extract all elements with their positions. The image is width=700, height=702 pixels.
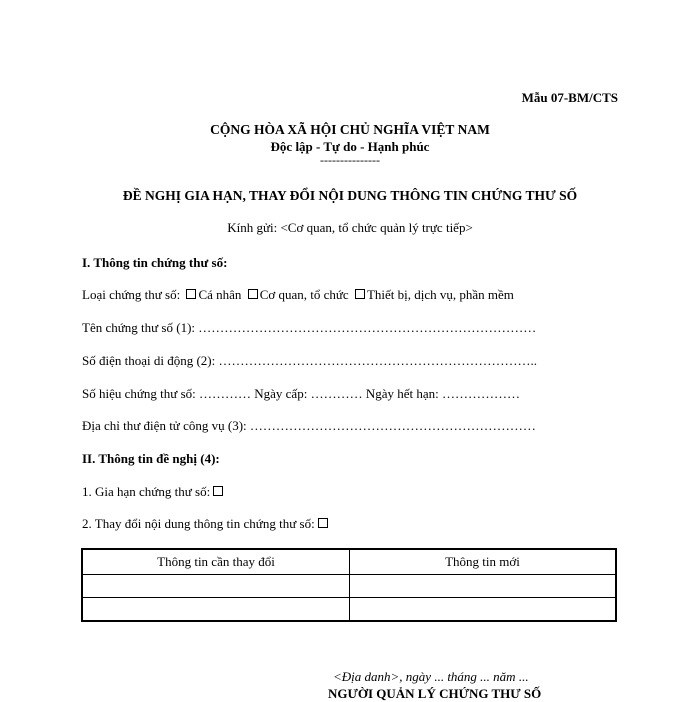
change-table bbox=[81, 548, 617, 622]
checkbox-change[interactable] bbox=[318, 518, 328, 528]
checkbox-renewal[interactable] bbox=[213, 486, 223, 496]
checkbox-individual[interactable] bbox=[186, 289, 196, 299]
header-new-info: Thông tin mới bbox=[350, 549, 617, 575]
renewal-line bbox=[82, 484, 622, 500]
table-cell[interactable] bbox=[350, 598, 617, 622]
header-info-to-change: Thông tin cần thay đổi bbox=[82, 549, 350, 575]
nation-heading: CỘNG HÒA XÃ HỘI CHỦ NGHĨA VIỆT NAM bbox=[210, 122, 490, 137]
separator: --------------- bbox=[320, 153, 380, 167]
table-cell[interactable] bbox=[82, 598, 350, 622]
serial-line[interactable]: Số hiệu chứng thư số: ………… Ngày cấp: ………… Ngày hết hạn: ……………… bbox=[82, 386, 520, 401]
section2-heading: II. Thông tin đề nghị (4): bbox=[82, 451, 220, 466]
document-title: ĐỀ NGHỊ GIA HẠN, THAY ĐỔI NỘI DUNG THÔNG TIN CHỨNG THƯ SỐ bbox=[122, 188, 578, 203]
email-line[interactable]: Địa chỉ thư điện tử công vụ (3): ………………………………………………………… bbox=[82, 418, 536, 433]
certificate-type-label: Loại chứng thư số: bbox=[82, 287, 181, 302]
table-row bbox=[82, 598, 616, 622]
option-individual: Cá nhân bbox=[198, 287, 242, 302]
table-cell[interactable] bbox=[82, 575, 350, 598]
recipient: Kính gửi: <Cơ quan, tổ chức quản lý trực tiếp> bbox=[227, 220, 473, 235]
section1-heading: I. Thông tin chứng thư số: bbox=[82, 255, 228, 270]
table-cell[interactable] bbox=[350, 575, 617, 598]
phone-line[interactable]: Số điện thoại di động (2): ……………………………………………………………….. bbox=[82, 353, 537, 368]
table-row bbox=[82, 575, 616, 598]
change-label: 2. Thay đổi nội dung thông tin chứng thư số: bbox=[82, 516, 315, 531]
checkbox-organization[interactable] bbox=[248, 289, 258, 299]
signature-place-date: <Địa danh>, ngày ... tháng ... năm ... bbox=[333, 669, 529, 684]
checkbox-device[interactable] bbox=[355, 289, 365, 299]
table-header-row bbox=[82, 549, 616, 575]
form-code: Mẫu 07-BM/CTS bbox=[521, 90, 618, 105]
option-device: Thiết bị, dịch vụ, phần mềm bbox=[366, 287, 514, 302]
change-line bbox=[82, 516, 622, 532]
renewal-label: 1. Gia hạn chứng thư số: bbox=[82, 484, 211, 499]
signature-title: NGƯỜI QUẢN LÝ CHỨNG THƯ SỐ bbox=[328, 686, 542, 701]
motto: Độc lập - Tự do - Hạnh phúc bbox=[270, 139, 430, 154]
option-organization: Cơ quan, tổ chức bbox=[259, 287, 349, 302]
certificate-type-line bbox=[82, 287, 622, 303]
certificate-name-line[interactable]: Tên chứng thư số (1): …………………………………………………………………… bbox=[82, 320, 537, 335]
